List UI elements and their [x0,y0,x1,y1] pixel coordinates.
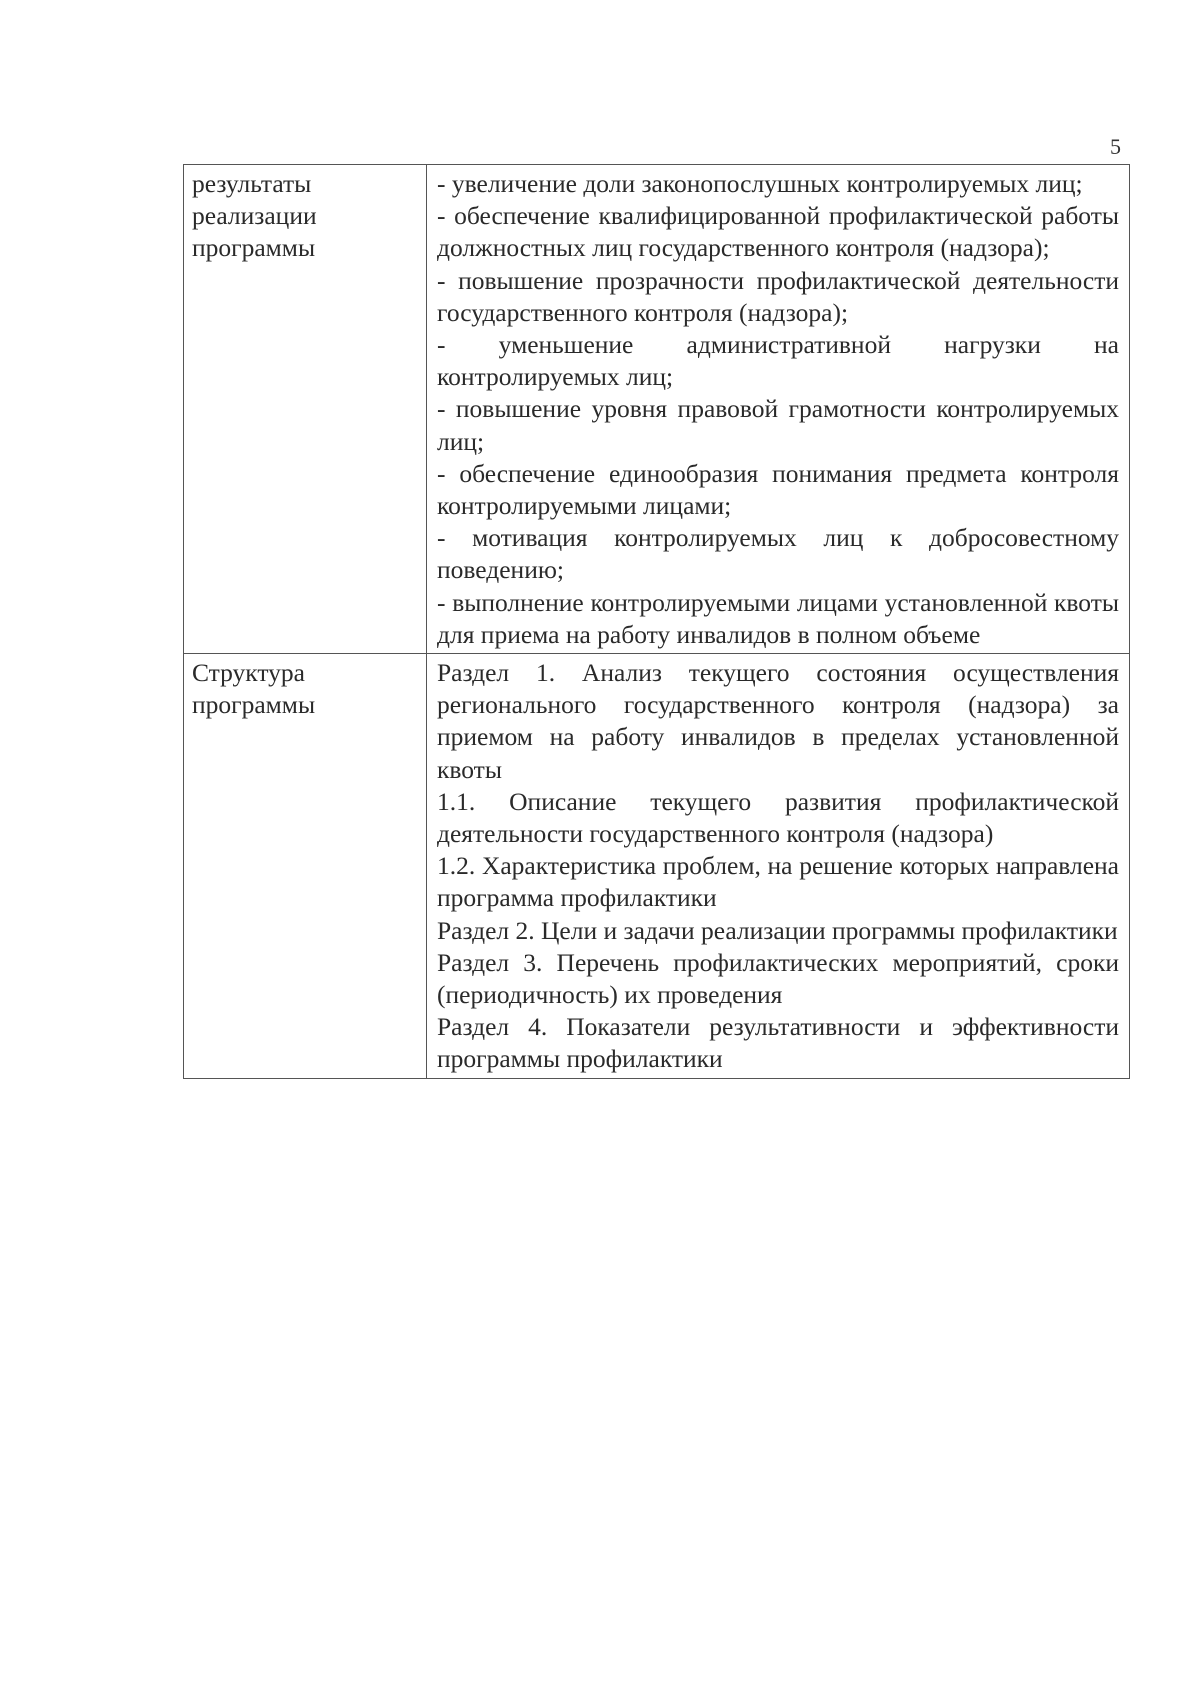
label-line: программы [192,233,316,263]
row-label-results [184,165,427,654]
table-row-structure [184,654,1130,1079]
list-item: Раздел 4. Показатели результативности и эффективности программы профилактики [437,1012,1119,1074]
label-line: Структура [192,658,305,688]
list-item: - обеспечение квалифицированной профилактической работы должностных лиц государственного контроля (надзора); [437,201,1119,263]
label-line: программы [192,690,316,720]
label-line: результаты [192,169,312,198]
list-item: - повышение прозрачности профилактической деятельности государственного контроля (надзора); [437,265,1119,327]
list-item: - уменьшение административной нагрузки на контролируемых лиц; [437,330,1119,392]
table-row-results [184,165,1130,654]
program-passport-table [183,164,1130,1079]
list-item: - увеличение доли законопослушных контролируемых лиц; [437,169,1083,198]
list-item: - мотивация контролируемых лиц к добросовестному поведению; [437,523,1119,585]
row-label-structure [184,654,427,1079]
list-item: Раздел 2. Цели и задачи реализации программы профилактики [437,915,1118,945]
list-item: Раздел 3. Перечень профилактических мероприятий, сроки (периодичность) их проведения [437,947,1119,1010]
label-line: реализации [192,201,317,231]
list-item: - выполнение контролируемыми лицами установленной квоты для приема на работу инвалидов в полном объеме [437,587,1119,649]
list-item: - повышение уровня правовой грамотности контролируемых лиц; [437,394,1119,456]
row-content-results [427,165,1130,654]
list-item: Раздел 1. Анализ текущего состояния осуществления регионального государственного контроля (надзора) за приемом на работу инвалидов в пределах установленной квоты [437,658,1119,784]
list-item: 1.1. Описание текущего развития профилактической деятельности государственного контроля (надзора) [437,786,1119,849]
list-item: 1.2. Характеристика проблем, на решение которых направлена программа профилактики [437,851,1119,913]
row-content-structure [427,654,1130,1079]
list-item: - обеспечение единообразия понимания предмета контроля контролируемыми лицами; [437,458,1119,521]
page-number: 5 [1110,134,1121,159]
